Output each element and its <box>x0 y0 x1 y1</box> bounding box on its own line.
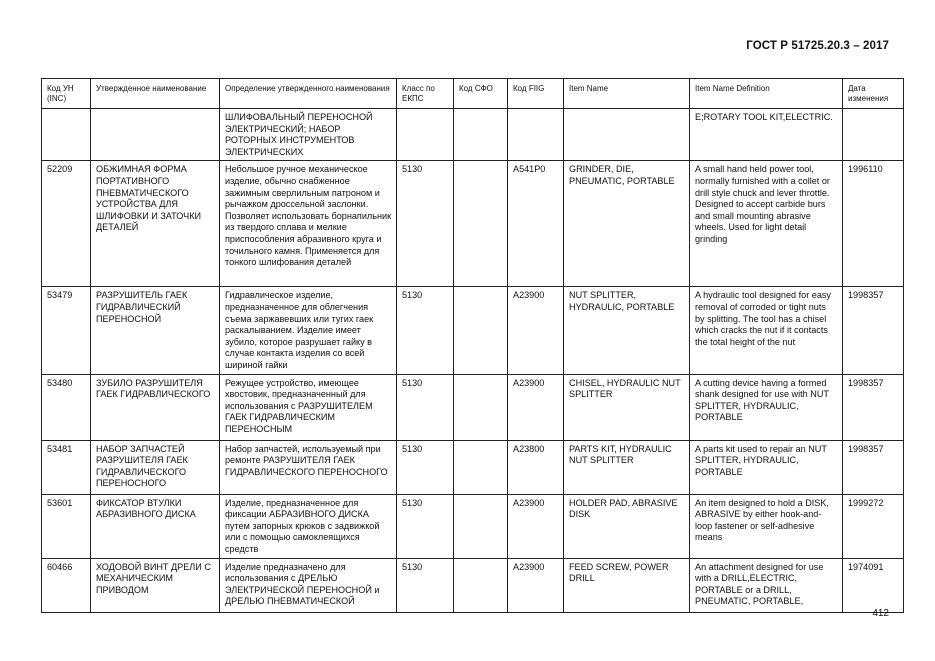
nomenclature-table <box>41 78 904 613</box>
cell-class: 5130 <box>397 558 454 612</box>
table-header-row <box>42 79 904 109</box>
cell-item-name: PARTS KIT, HYDRAULIC NUT SPLITTER <box>564 440 690 494</box>
cell-definition: Режущее устройство, имеющее хвостовик, предназначенный для использования с РАЗРУШИТЕЛЕМ ГАЕК ГИДРАВЛИЧЕСКИМ ПЕРЕНОСНЫМ <box>220 374 397 440</box>
cell-item-name: FEED SCREW, POWER DRILL <box>564 558 690 612</box>
cell-item-name: HOLDER PAD, ABRASIVE DISK <box>564 494 690 558</box>
cell-sfo <box>454 440 508 494</box>
cell-item-name: GRINDER, DIE, PNEUMATIC, PORTABLE <box>564 161 690 287</box>
cell-fiig: A23900 <box>508 558 564 612</box>
cell-sfo <box>454 287 508 374</box>
cell-inc: 53601 <box>42 494 91 558</box>
table-row <box>42 109 904 161</box>
cell-definition: ШЛИФОВАЛЬНЫЙ ПЕРЕНОСНОЙ ЭЛЕКТРИЧЕСКИЙ; НАБОР РОТОРНЫХ ИНСТРУМЕНТОВ ЭЛЕКТРИЧЕСКИХ <box>220 109 397 161</box>
cell-definition: Небольшое ручное механическое изделие, обычно снабженное зажимным сверлильным патроном и рычажком дроссельной заслонки. Позволяет использовать борнапильник из твердого сплава и мелкие приспособления абразивного круга и точильного камня. Применяется для тонкого шлифования деталей <box>220 161 397 287</box>
document-code: ГОСТ Р 51725.20.3 – 2017 <box>746 40 889 52</box>
table-row <box>42 374 904 440</box>
cell-definition: Гидравлическое изделие, предназначенное для облегчения съема заржавевших или тугих гаек раскалыванием. Изделие имеет зубило, которое разрушает гайку в случае контакта изделия со всей шириной гайки <box>220 287 397 374</box>
cell-class: 5130 <box>397 440 454 494</box>
table-row <box>42 287 904 374</box>
cell-inc: 53481 <box>42 440 91 494</box>
cell-definition: Набор запчастей, используемый при ремонте РАЗРУШИТЕЛЯ ГАЕК ГИДРАВЛИЧЕСКОГО ПЕРЕНОСНОГО <box>220 440 397 494</box>
cell-date: 1999272 <box>843 494 904 558</box>
cell-class: 5130 <box>397 494 454 558</box>
cell-class: 5130 <box>397 374 454 440</box>
cell-approved-name: ФИКСАТОР ВТУЛКИ АБРАЗИВНОГО ДИСКА <box>91 494 220 558</box>
cell-item-name: CHISEL, HYDRAULIC NUT SPLITTER <box>564 374 690 440</box>
cell-inc: 53479 <box>42 287 91 374</box>
cell-item-definition: A parts kit used to repair an NUT SPLITTER, HYDRAULIC, PORTABLE <box>690 440 843 494</box>
col-header-approved-name: Утвержденное наименование <box>91 79 220 109</box>
cell-approved-name <box>91 109 220 161</box>
cell-sfo <box>454 161 508 287</box>
cell-item-name <box>564 109 690 161</box>
cell-approved-name: ЗУБИЛО РАЗРУШИТЕЛЯ ГАЕК ГИДРАВЛИЧЕСКОГО <box>91 374 220 440</box>
cell-sfo <box>454 558 508 612</box>
cell-inc: 53480 <box>42 374 91 440</box>
col-header-definition: Определение утвержденного наименования <box>220 79 397 109</box>
cell-approved-name: ОБЖИМНАЯ ФОРМА ПОРТАТИВНОГО ПНЕВМАТИЧЕСКОГО УСТРОЙСТВА ДЛЯ ШЛИФОВКИ И ЗАТОЧКИ ДЕТАЛЕЙ <box>91 161 220 287</box>
cell-approved-name: ХОДОВОЙ ВИНТ ДРЕЛИ С МЕХАНИЧЕСКИМ ПРИВОДОМ <box>91 558 220 612</box>
cell-approved-name: НАБОР ЗАПЧАСТЕЙ РАЗРУШИТЕЛЯ ГАЕК ГИДРАВЛИЧЕСКОГО ПЕРЕНОСНОГО <box>91 440 220 494</box>
cell-fiig: A23900 <box>508 287 564 374</box>
cell-item-definition: An attachment designed for use with a DRILL,ELECTRIC, PORTABLE or a DRILL, PNEUMATIC, PORTABLE, <box>690 558 843 612</box>
col-header-sfo: Код СФО <box>454 79 508 109</box>
table-row <box>42 161 904 287</box>
page-number: 412 <box>872 608 889 619</box>
table-body <box>42 109 904 613</box>
cell-date: 1998357 <box>843 287 904 374</box>
cell-inc: 60466 <box>42 558 91 612</box>
cell-approved-name: РАЗРУШИТЕЛЬ ГАЕК ГИДРАВЛИЧЕСКИЙ ПЕРЕНОСНОЙ <box>91 287 220 374</box>
cell-definition: Изделие, предназначенное для фиксации АБРАЗИВНОГО ДИСКА путем запорных крюков с задвижкой или с помощью самоклеящихся средств <box>220 494 397 558</box>
cell-definition: Изделие предназначено для использования с ДРЕЛЬЮ ЭЛЕКТРИЧЕСКОЙ ПЕРЕНОСНОЙ и ДРЕЛЬЮ ПНЕВМАТИЧЕСКОЙ <box>220 558 397 612</box>
table-row <box>42 440 904 494</box>
cell-item-definition: A cutting device having a formed shank designed for use with NUT SPLITTER, HYDRAULIC, PORTABLE <box>690 374 843 440</box>
table-row <box>42 494 904 558</box>
col-header-date: Дата изменения <box>843 79 904 109</box>
cell-class <box>397 109 454 161</box>
col-header-item-name: Item Name <box>564 79 690 109</box>
cell-item-definition: A hydraulic tool designed for easy removal of corroded or tight nuts by splitting. The tool has a chisel which cracks the nut if it contacts the total height of the nut <box>690 287 843 374</box>
cell-date: 1996110 <box>843 161 904 287</box>
cell-fiig: A541P0 <box>508 161 564 287</box>
col-header-item-definition: Item Name Definition <box>690 79 843 109</box>
cell-sfo <box>454 374 508 440</box>
cell-date: 1974091 <box>843 558 904 612</box>
cell-item-definition: An item designed to hold a DISK, ABRASIVE by either hook-and-loop fastener or self-adhesive means <box>690 494 843 558</box>
cell-item-definition: E;ROTARY TOOL KIT,ELECTRIC. <box>690 109 843 161</box>
cell-sfo <box>454 109 508 161</box>
col-header-fiig: Код FIIG <box>508 79 564 109</box>
cell-fiig: A23800 <box>508 440 564 494</box>
cell-date <box>843 109 904 161</box>
col-header-class: Класс по ЕКПС <box>397 79 454 109</box>
cell-class: 5130 <box>397 161 454 287</box>
cell-fiig: A23900 <box>508 374 564 440</box>
col-header-inc: Код УН (INC) <box>42 79 91 109</box>
cell-item-name: NUT SPLITTER, HYDRAULIC, PORTABLE <box>564 287 690 374</box>
cell-fiig <box>508 109 564 161</box>
cell-inc <box>42 109 91 161</box>
table-row <box>42 558 904 612</box>
cell-fiig: A23900 <box>508 494 564 558</box>
cell-inc: 52209 <box>42 161 91 287</box>
cell-item-definition: A small hand held power tool, normally furnished with a collet or drill style chuck and lever throttle. Designed to accept carbide burs and small mounting abrasive wheels. Used for light detail grinding <box>690 161 843 287</box>
cell-date: 1998357 <box>843 374 904 440</box>
cell-date: 1998357 <box>843 440 904 494</box>
cell-class: 5130 <box>397 287 454 374</box>
cell-sfo <box>454 494 508 558</box>
